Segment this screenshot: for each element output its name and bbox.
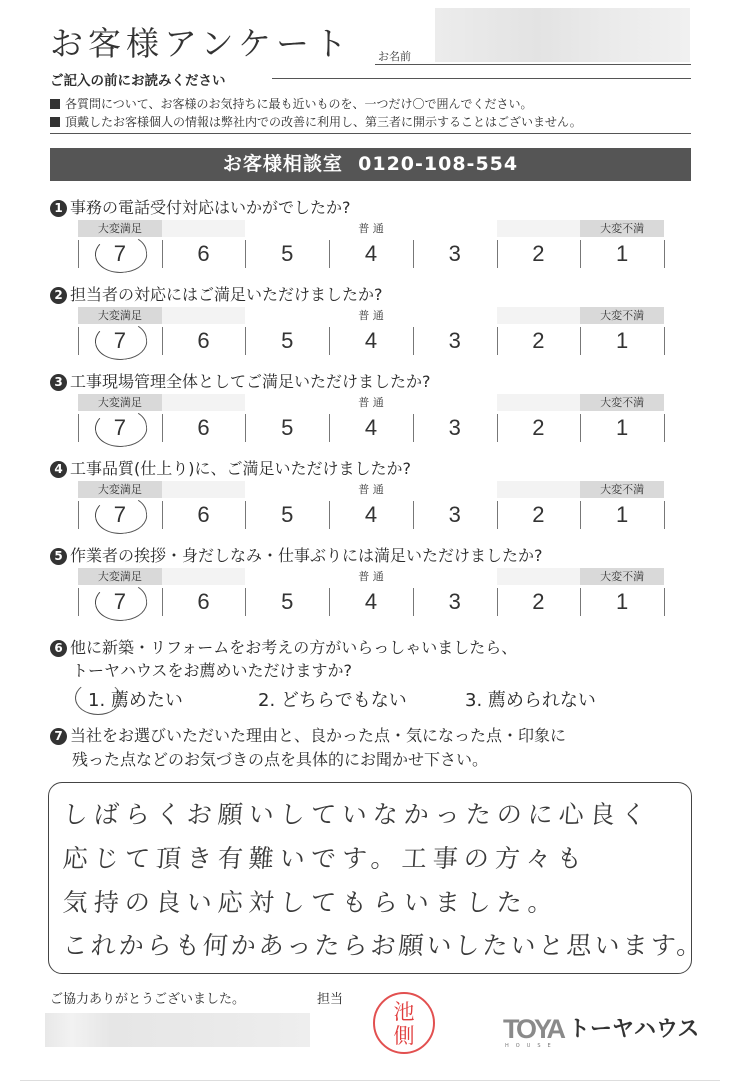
question-number-icon: 3 (50, 374, 67, 391)
rating-option-7[interactable]: 7 (113, 415, 126, 440)
label-very-dissatisfied: 大変不満 (580, 481, 664, 498)
question-7: 7 当社をお選びいただいた理由と、良かった点・気になった点・印象に (50, 723, 566, 746)
rating-scale-5 (78, 568, 664, 622)
rating-option-6[interactable]: 6 (197, 328, 210, 353)
handwritten-line-1: しばらくお願いしていなかったのに心良く (61, 800, 653, 829)
rating-option-2[interactable]: 2 (532, 589, 545, 614)
rating-option-5[interactable]: 5 (281, 589, 294, 614)
heading-rule (272, 78, 691, 79)
rating-option-3[interactable]: 3 (448, 415, 461, 440)
name-underline (375, 64, 691, 65)
label-very-satisfied: 大変満足 (78, 220, 162, 237)
scale-divider (664, 240, 665, 268)
rating-option-4[interactable]: 4 (364, 502, 378, 527)
question-number-icon: 5 (50, 548, 67, 565)
rating-option-7[interactable]: 7 (113, 328, 126, 353)
label-shade-2 (497, 568, 581, 585)
rating-option-6[interactable]: 6 (197, 589, 210, 614)
rating-option-1[interactable]: 1 (616, 415, 629, 440)
square-bullet-icon (50, 117, 60, 127)
name-label: お名前 (378, 50, 411, 63)
question-6-line2: トーヤハウスをお薦めいただけますか? (72, 661, 353, 680)
company-name: トーヤハウス (568, 1017, 700, 1042)
rating-option-3[interactable]: 3 (448, 589, 461, 614)
question-number-icon: 2 (50, 287, 67, 304)
question-2: 2 担当者の対応にはご満足いただけましたか? (50, 282, 383, 305)
rating-scale-4 (78, 481, 664, 535)
handwritten-line-3: 気持の良い応対してもらいました。 (61, 888, 560, 917)
instruction-bullet-1: 各質問について、お客様のお気持ちに最も近いものを、一つだけ〇で囲んでください。 (50, 95, 533, 112)
scale-divider (664, 414, 665, 442)
rating-option-2[interactable]: 2 (532, 415, 545, 440)
staff-label: 担当 (317, 992, 344, 1007)
question-7-line2: 残った点などのお気づきの点を具体的にお聞かせ下さい。 (72, 750, 489, 769)
question-number-icon: 6 (50, 640, 67, 657)
comment-box[interactable] (48, 782, 706, 974)
label-shade-6 (162, 220, 246, 237)
rating-option-4[interactable]: 4 (364, 415, 378, 440)
rating-scale-1 (78, 220, 664, 274)
rating-option-7[interactable]: 7 (113, 502, 126, 527)
label-shade-6 (162, 568, 246, 585)
question-number-icon: 4 (50, 461, 67, 478)
instruction-bullet-2: 頂戴したお客様個人の情報は弊社内での改善に利用し、第三者に開示することはございません。 (50, 113, 582, 130)
support-label: お客様相談室 (222, 153, 343, 175)
rating-option-5[interactable]: 5 (281, 328, 294, 353)
label-very-satisfied: 大変満足 (78, 394, 162, 411)
rating-option-3[interactable]: 3 (448, 241, 461, 266)
label-very-satisfied: 大変満足 (78, 307, 162, 324)
label-shade-6 (162, 394, 246, 411)
label-very-dissatisfied: 大変不満 (580, 307, 664, 324)
label-neutral: 普 通 (358, 483, 384, 496)
rating-option-7[interactable]: 7 (113, 589, 126, 614)
rating-option-6[interactable]: 6 (197, 502, 210, 527)
page-edge (20, 1080, 720, 1081)
rating-option-4[interactable]: 4 (364, 589, 378, 614)
rating-option-3[interactable]: 3 (448, 502, 461, 527)
option-neutral[interactable]: 2. どちらでもない (258, 690, 407, 711)
rating-option-5[interactable]: 5 (281, 415, 294, 440)
rating-scale-2 (78, 307, 664, 361)
label-very-dissatisfied: 大変不満 (580, 568, 664, 585)
rating-option-5[interactable]: 5 (281, 502, 294, 527)
support-phone: 0120-108-554 (358, 153, 519, 175)
staff-seal-stamp: 池 側 (373, 992, 435, 1054)
question-5: 5 作業者の挨拶・身だしなみ・仕事ぶりには満足いただけましたか? (50, 543, 543, 566)
label-very-dissatisfied: 大変不満 (580, 394, 664, 411)
rating-option-1[interactable]: 1 (616, 241, 629, 266)
rating-option-6[interactable]: 6 (197, 415, 210, 440)
label-neutral: 普 通 (358, 570, 384, 583)
label-very-satisfied: 大変満足 (78, 568, 162, 585)
instructions-heading: ご記入の前にお読みください (50, 73, 226, 89)
rating-option-7[interactable]: 7 (113, 241, 126, 266)
label-shade-2 (497, 307, 581, 324)
label-neutral: 普 通 (358, 309, 384, 322)
handwritten-line-2: 応じて頂き有難いです。工事の方々も (61, 844, 589, 873)
label-shade-2 (497, 394, 581, 411)
rating-option-2[interactable]: 2 (532, 502, 545, 527)
rating-option-3[interactable]: 3 (448, 328, 461, 353)
question-number-icon: 7 (50, 728, 67, 745)
label-neutral: 普 通 (358, 222, 384, 235)
redacted-field (45, 1013, 310, 1047)
question-3: 3 工事現場管理全体としてご満足いただけましたか? (50, 369, 431, 392)
question-6: 6 他に新築・リフォームをお考えの方がいらっしゃいましたら、 (50, 635, 517, 658)
label-shade-6 (162, 481, 246, 498)
rating-scale-3 (78, 394, 664, 448)
rating-option-4[interactable]: 4 (364, 328, 378, 353)
survey-title: お客様アンケート (50, 24, 353, 63)
scale-divider (664, 588, 665, 616)
handwritten-line-4: これからも何かあったらお願いしたいと思います。 (61, 931, 706, 960)
question-4: 4 工事品質(仕上り)に、ご満足いただけましたか? (50, 456, 411, 479)
question-1: 1 事務の電話受付対応はいかがでしたか? (50, 195, 351, 218)
rating-option-4[interactable]: 4 (364, 241, 378, 266)
scale-divider (664, 501, 665, 529)
rating-option-2[interactable]: 2 (532, 241, 545, 266)
question-number-icon: 1 (50, 200, 67, 217)
label-neutral: 普 通 (358, 396, 384, 409)
rating-option-1[interactable]: 1 (616, 589, 629, 614)
scale-divider (664, 327, 665, 355)
divider (50, 133, 691, 134)
rating-option-2[interactable]: 2 (532, 328, 545, 353)
square-bullet-icon (50, 99, 60, 109)
rating-option-1[interactable]: 1 (616, 328, 629, 353)
option-recommend[interactable]: 1. 薦めたい (88, 690, 183, 711)
name-value-redacted[interactable] (435, 8, 690, 62)
rating-option-1[interactable]: 1 (616, 502, 629, 527)
rating-option-5[interactable]: 5 (281, 241, 294, 266)
company-logo-mark: TOYA (503, 1014, 564, 1044)
label-shade-2 (497, 220, 581, 237)
rating-option-6[interactable]: 6 (197, 241, 210, 266)
label-very-satisfied: 大変満足 (78, 481, 162, 498)
support-banner (50, 148, 691, 181)
company-logo-sub: HOUSE (505, 1043, 558, 1049)
label-shade-6 (162, 307, 246, 324)
label-very-dissatisfied: 大変不満 (580, 220, 664, 237)
label-shade-2 (497, 481, 581, 498)
option-not-recommend[interactable]: 3. 薦められない (465, 690, 596, 711)
thanks-message: ご協力ありがとうございました。 (50, 992, 246, 1007)
